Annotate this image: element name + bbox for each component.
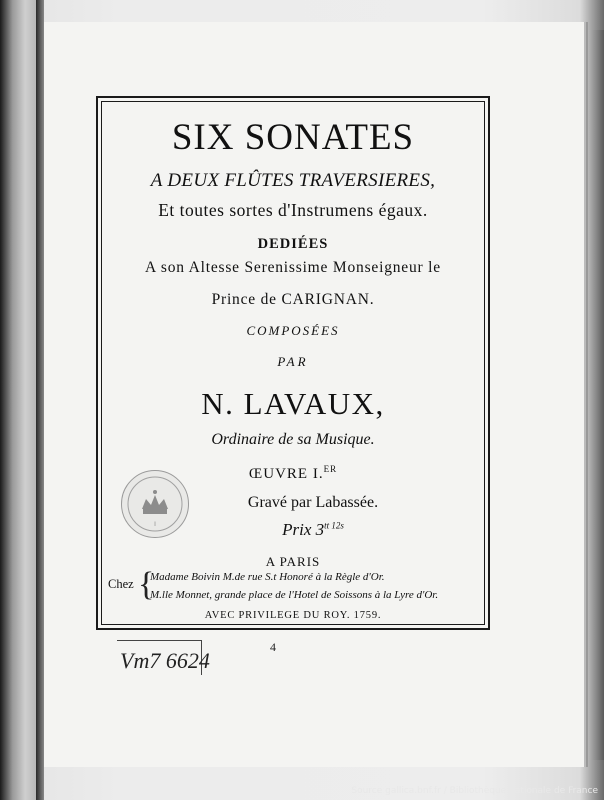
stamp-graphic	[122, 471, 188, 537]
brace-icon: {	[138, 566, 155, 603]
dedication-heading: DEDIÉES	[257, 236, 329, 252]
address-2: M.lle Monnet, grande place de l'Hotel de Soissons à la Lyre d'Or.	[150, 589, 439, 601]
author-role: Ordinaire de sa Musique.	[211, 431, 375, 448]
by-label: PAR	[277, 354, 309, 369]
page-stack-edge	[584, 30, 604, 760]
title-frame	[96, 96, 490, 630]
previous-page-edge	[0, 0, 36, 800]
title-content	[98, 98, 488, 628]
work-title: SIX SONATES	[171, 117, 415, 158]
opus-sup: ER	[323, 464, 338, 474]
price-sup: tt 12s	[324, 520, 344, 531]
dedication-line-1: A son Altesse Serenissime Monseigneur le	[145, 259, 441, 276]
engraver: Gravé par Labassée.	[247, 494, 379, 511]
shelfmark: Vm7 6624	[120, 648, 210, 673]
publisher-addresses	[106, 568, 486, 608]
dedication-line-2: Prince de CARIGNAN.	[211, 291, 375, 308]
library-stamp-icon	[121, 470, 189, 538]
work-subtitle-1: A DEUX FLÛTES TRAVERSIERES,	[150, 170, 436, 191]
address-1: Madame Boivin M.de rue S.t Honoré à la Règle d'Or.	[150, 571, 385, 583]
svg-text:I: I	[154, 521, 156, 528]
chez-label: Chez	[108, 577, 134, 591]
composed-label: COMPOSÉES	[246, 323, 340, 338]
source-credit: Source gallica.bnf.fr / Bibliothèque nationale de France	[351, 786, 598, 796]
page-number: 4	[270, 640, 276, 654]
publisher-city: A PARIS	[265, 554, 321, 569]
price-text: Prix 3	[282, 520, 325, 539]
author-name: N. LAVAUX,	[201, 386, 385, 421]
binding-fold	[36, 0, 44, 800]
royal-privilege: AVEC PRIVILEGE DU ROY. 1759.	[204, 610, 382, 621]
opus-text: ŒUVRE I.	[248, 466, 324, 482]
work-subtitle-2: Et toutes sortes d'Instrumens égaux.	[158, 200, 428, 220]
